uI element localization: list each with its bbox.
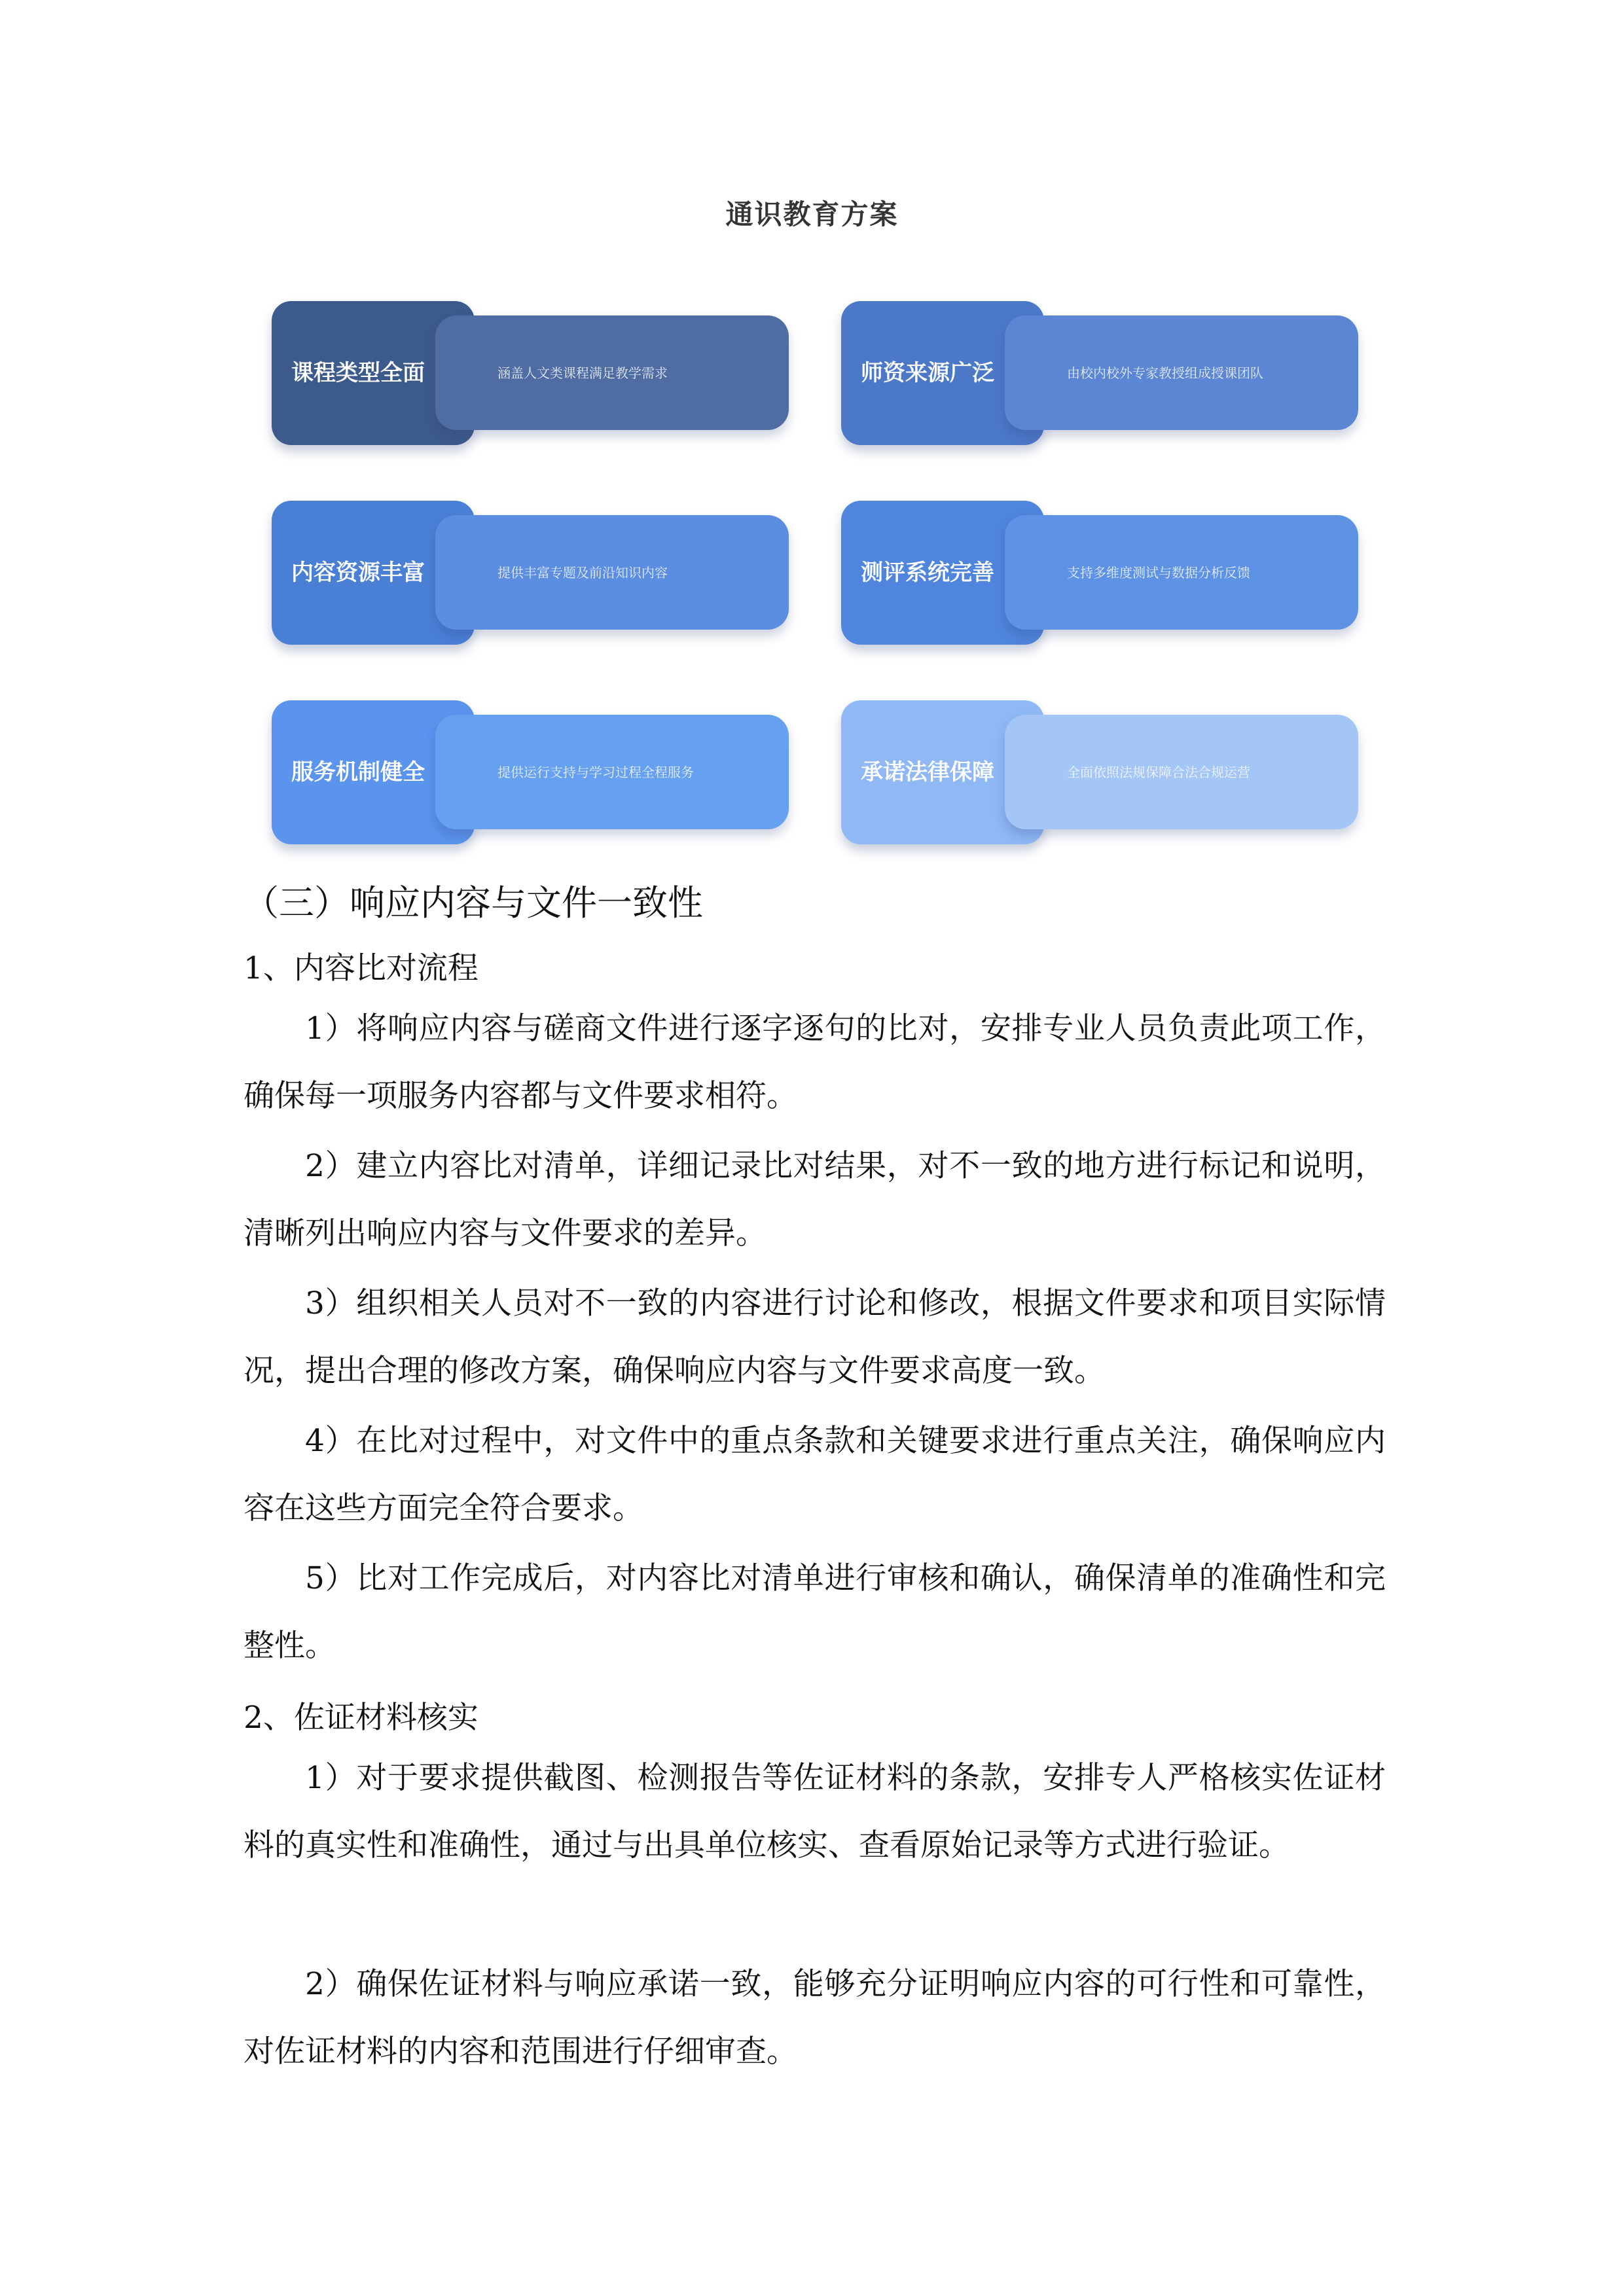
figure-title: 通识教育方案	[725, 198, 899, 230]
feature-card	[272, 700, 789, 844]
paragraph: 1）将响应内容与磋商文件进行逐字逐句的比对，安排专业人员负责此项工作，确保每一项服务内容都与文件要求相符。	[244, 1011, 1386, 1114]
feature-card	[841, 700, 1358, 844]
card-description: 支持多维度测试与数据分析反馈	[1067, 565, 1250, 581]
card-label: 测评系统完善	[861, 560, 994, 586]
paragraph: 4）在比对过程中，对文件中的重点条款和关键要求进行重点关注，确保响应内容在这些方面完全符合要求。	[244, 1423, 1386, 1526]
feature-card	[272, 501, 789, 645]
paragraph: 5）比对工作完成后，对内容比对清单进行审核和确认，确保清单的准确性和完整性。	[244, 1560, 1386, 1664]
card-description: 涵盖人文类课程满足教学需求	[497, 365, 668, 381]
feature-card	[841, 501, 1358, 645]
card-description: 由校内校外专家教授组成授课团队	[1067, 365, 1263, 381]
paragraph: 1）对于要求提供截图、检测报告等佐证材料的条款，安排专人严格核实佐证材料的真实性和准确性，通过与出具单位核实、查看原始记录等方式进行验证。	[244, 1760, 1386, 1863]
feature-card	[272, 301, 789, 445]
card-description: 全面依照法规保障合法合规运营	[1067, 764, 1250, 780]
card-label: 内容资源丰富	[291, 560, 425, 586]
feature-card	[841, 301, 1358, 445]
card-label: 承诺法律保障	[861, 759, 994, 785]
section-heading: （三）响应内容与文件一致性	[244, 882, 703, 924]
subsection-heading: 2、佐证材料核实	[244, 1700, 478, 1736]
card-label: 服务机制健全	[291, 759, 425, 785]
paragraph: 3）组织相关人员对不一致的内容进行讨论和修改，根据文件要求和项目实际情况，提出合理的修改方案，确保响应内容与文件要求高度一致。	[244, 1285, 1386, 1389]
subsection-heading: 1、内容比对流程	[244, 950, 478, 986]
paragraph: 2）建立内容比对清单，详细记录比对结果，对不一致的地方进行标记和说明，清晰列出响应内容与文件要求的差异。	[244, 1148, 1386, 1251]
card-label: 课程类型全面	[291, 360, 425, 386]
card-description: 提供运行支持与学习过程全程服务	[497, 764, 694, 780]
card-label: 师资来源广泛	[861, 360, 994, 386]
card-description: 提供丰富专题及前沿知识内容	[497, 565, 668, 581]
paragraph: 2）确保佐证材料与响应承诺一致，能够充分证明响应内容的可行性和可靠性，对佐证材料的内容和范围进行仔细审查。	[244, 1966, 1386, 2070]
